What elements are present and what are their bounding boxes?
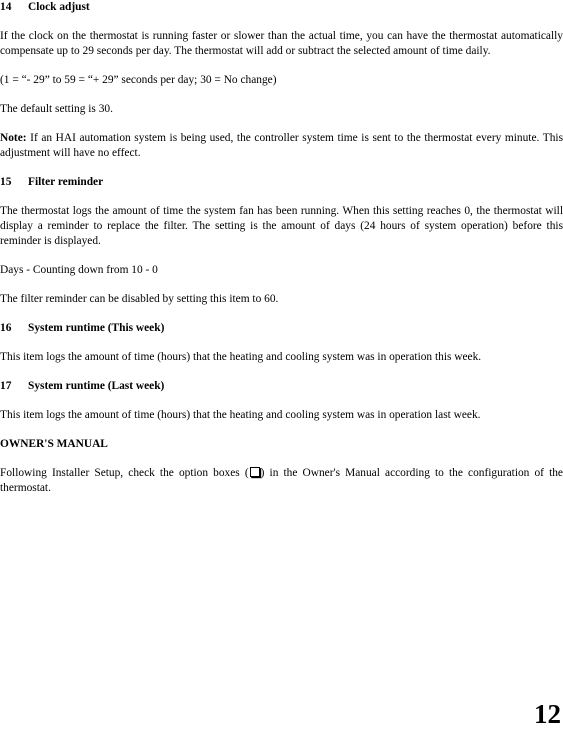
note-label: Note: (0, 132, 27, 144)
filter-reminder-days: Days - Counting down from 10 - 0 (0, 264, 158, 276)
note-text: If an HAI automation system is being used, the controller system time is sent to the thermostat every minute. This adjustment will have no effect. (0, 132, 563, 159)
section-title: System runtime (This week) (28, 322, 165, 334)
section-number: 15 (0, 176, 12, 188)
section-heading-clock-adjust (0, 0, 563, 15)
runtime-last-week-description: This item logs the amount of time (hours) that the heating and cooling system was in operation last week. (0, 409, 481, 421)
section-title: Clock adjust (28, 1, 90, 13)
section-title: OWNER'S MANUAL (0, 438, 108, 450)
clock-adjust-description: If the clock on the thermostat is running faster or slower than the actual time, you can have the thermostat automatically compensate up to 29 seconds per day. The thermostat will add or subtract the selected amount of time daily. (0, 30, 563, 57)
clock-adjust-note (0, 131, 563, 161)
section-heading-runtime-this-week (0, 321, 563, 336)
filter-reminder-description: The thermostat logs the amount of time the system fan has been running. When this setting reaches 0, the thermostat will display a reminder to replace the filter. The setting is the amount of days (24 hours of system operation) before this reminder is displayed. (0, 205, 563, 247)
checkbox-icon (250, 467, 260, 477)
runtime-this-week-description: This item logs the amount of time (hours) that the heating and cooling system was in operation this week. (0, 351, 482, 363)
section-title: System runtime (Last week) (28, 380, 165, 392)
section-number: 17 (0, 380, 12, 392)
section-heading-filter-reminder (0, 175, 563, 190)
section-title: Filter reminder (28, 176, 104, 188)
clock-adjust-default: The default setting is 30. (0, 103, 113, 115)
filter-reminder-disable: The filter reminder can be disabled by setting this item to 60. (0, 293, 279, 305)
page-number: 12 (534, 699, 561, 729)
section-number: 16 (0, 322, 12, 334)
section-heading-runtime-last-week (0, 379, 563, 394)
owners-manual-description (0, 466, 563, 496)
section-heading-owners-manual (0, 437, 563, 452)
section-number: 14 (0, 1, 12, 13)
owners-manual-text-after: ) in the Owner's Manual according to the configuration of the thermostat. (0, 467, 563, 494)
owners-manual-text-before: Following Installer Setup, check the option boxes ( (0, 467, 249, 479)
clock-adjust-range: (1 = “- 29” to 59 = “+ 29” seconds per day; 30 = No change) (0, 74, 277, 86)
